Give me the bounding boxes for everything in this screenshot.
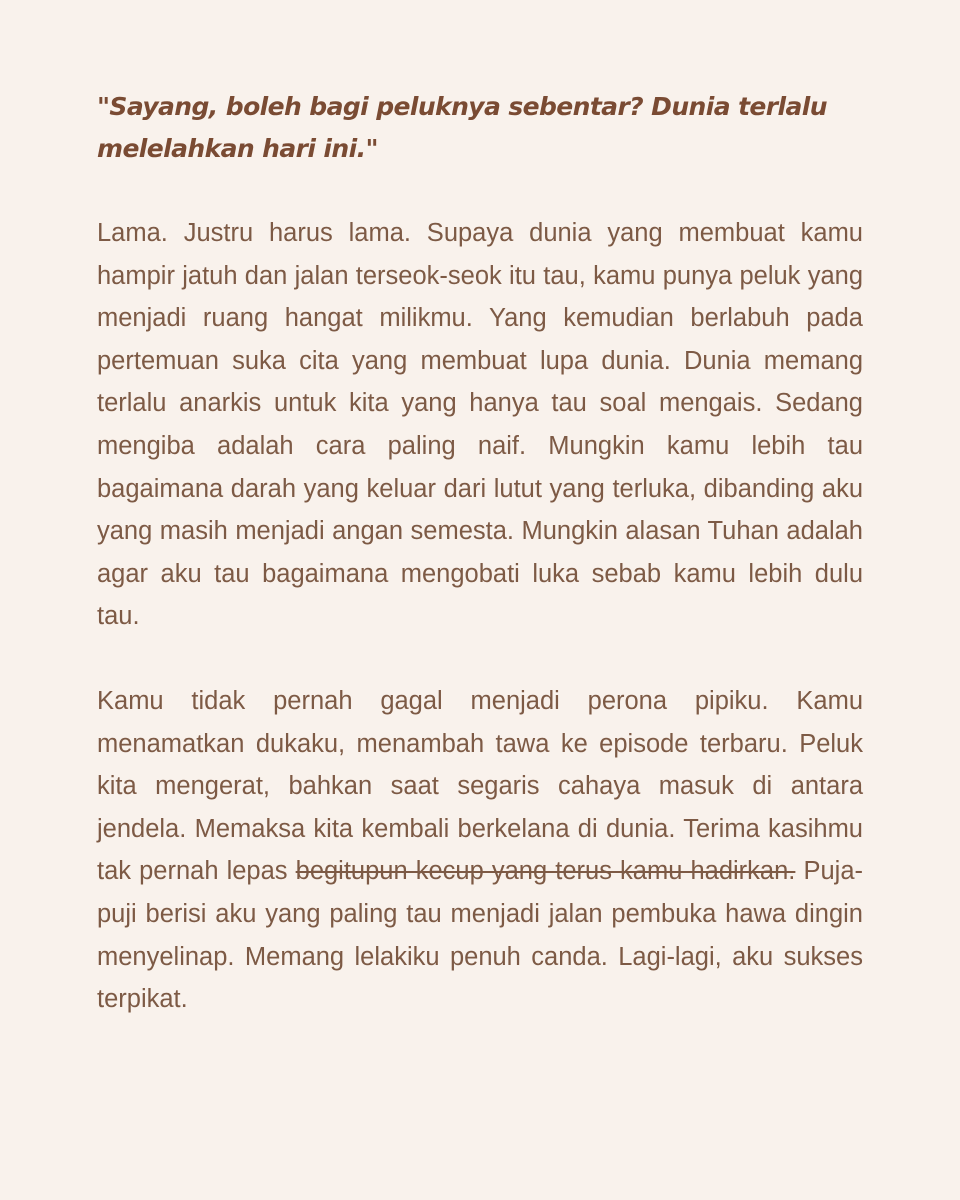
paragraph-1: Lama. Justru harus lama. Supaya dunia yang membuat kamu hampir jatuh dan jalan terseok-seok itu tau, kamu punya peluk yang menjadi ruang hangat milikmu. Yang kemudian berlabuh pada pertemuan suka cita yang membuat lupa dunia. Dunia memang terlalu anarkis untuk kita yang hanya tau soal mengais. Sedang mengiba adalah cara paling naif. Mungkin kamu lebih tau bagaimana darah yang keluar dari lutut yang terluka, dibanding aku yang masih menjadi angan semesta. Mungkin alasan Tuhan adalah agar aku tau bagaimana mengobati luka sebab kamu lebih dulu tau.	[97, 219, 863, 631]
strikethrough-text: begitupun kecup yang terus kamu hadirkan.	[295, 857, 796, 886]
paragraph-2-text-before: Kamu tidak pernah gagal menjadi perona pipiku. Kamu menamatkan dukaku, menambah tawa ke episode terbaru. Peluk kita mengerat, bahkan saat segaris cahaya masuk di antara jendela. Memaksa kita kembali berkelana di dunia. Terima kasihmu tak pernah lepas	[97, 686, 863, 886]
paragraph-2	[97, 680, 863, 1021]
paragraph-2-text-after: Puja-puji berisi aku yang paling tau menjadi jalan pembuka hawa dingin menyelinap. Memang lelakiku penuh canda. Lagi-lagi, aku sukses terpikat.	[97, 857, 863, 1014]
text-page	[97, 86, 863, 1021]
quote-heading: "Sayang, boleh bagi peluknya sebentar? Dunia terlalu melelahkan hari ini."	[97, 92, 827, 163]
